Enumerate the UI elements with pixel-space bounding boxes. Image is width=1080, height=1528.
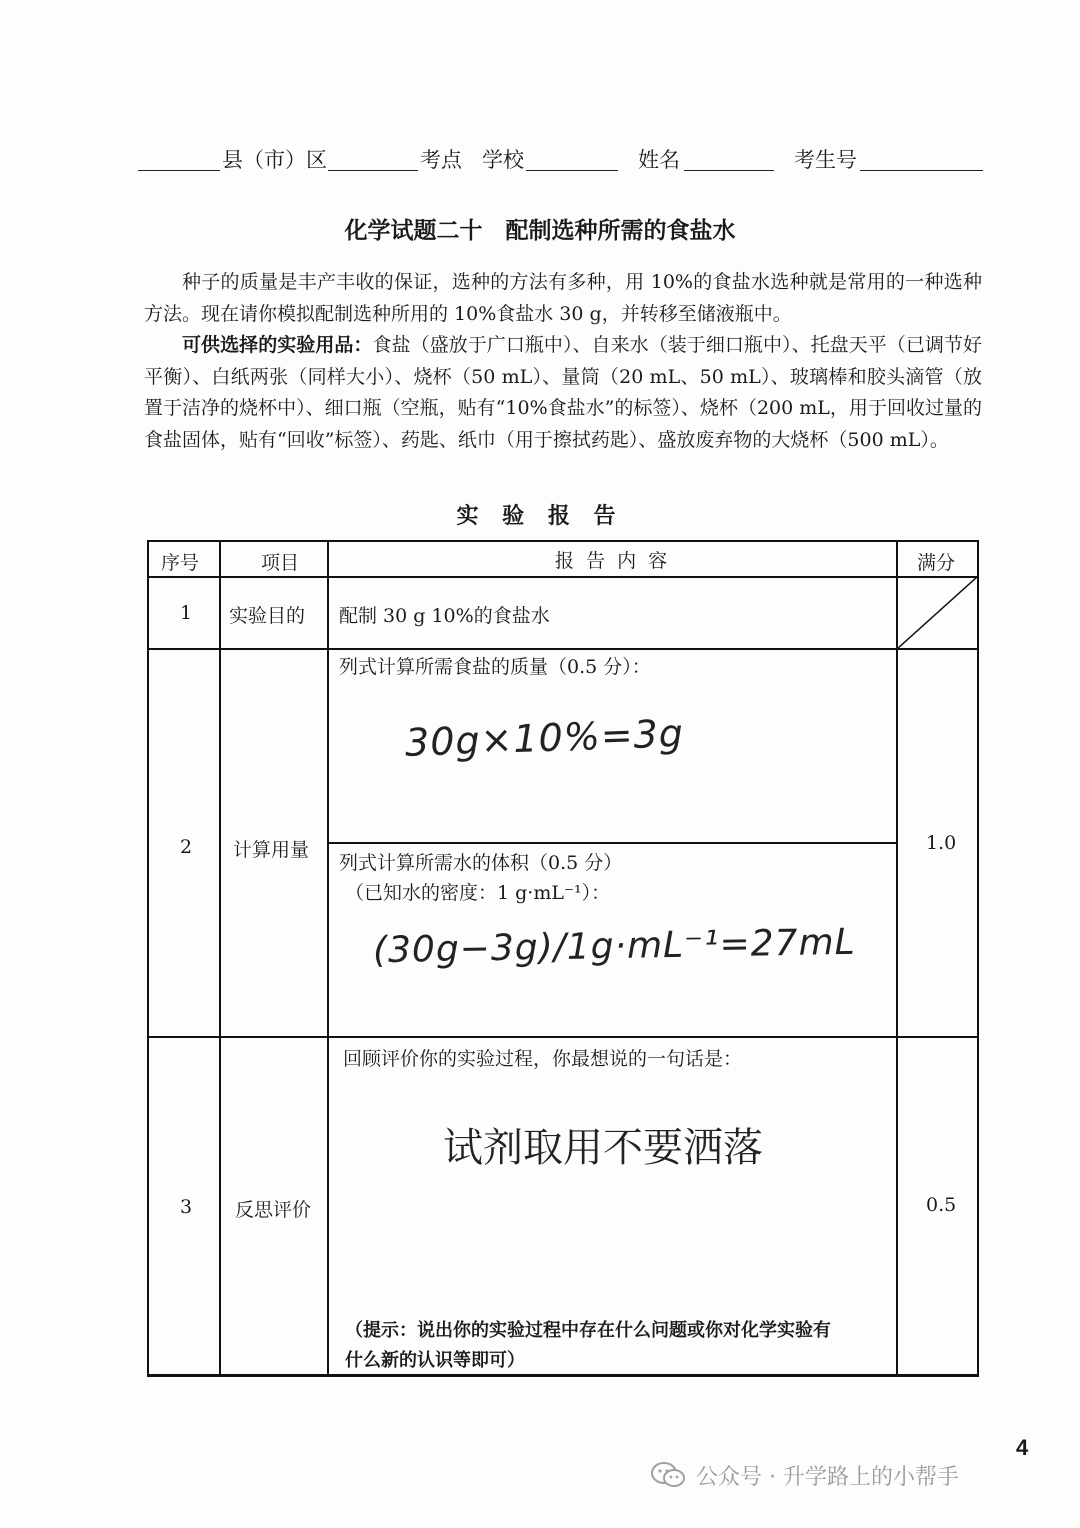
row1-item: 实验目的 — [229, 605, 306, 627]
row2-item: 计算用量 — [233, 839, 310, 861]
exam-no-blank[interactable] — [860, 170, 983, 171]
row3-hint-line2: 什么新的认识等即可） — [345, 1350, 525, 1371]
name-blank[interactable] — [684, 170, 774, 171]
row2-answer-salt[interactable]: 30g×10%=3g — [404, 711, 685, 765]
exam-site-blank[interactable] — [328, 170, 418, 171]
row2-question-water: 列式计算所需水的体积（0.5 分） — [339, 852, 623, 874]
col-divider-3 — [896, 540, 898, 1376]
page-number: 4 — [1016, 1435, 1029, 1460]
report-table — [147, 540, 979, 1376]
col-divider-1 — [219, 540, 221, 1376]
school-blank[interactable] — [526, 170, 618, 171]
row3-answer[interactable]: 试剂取用不要洒落 — [443, 1125, 763, 1171]
table-border-top — [147, 540, 979, 542]
header-score: 满分 — [917, 552, 956, 574]
row-divider-1 — [147, 648, 979, 650]
table-border-bottom — [147, 1374, 979, 1377]
row3-score: 0.5 — [926, 1194, 957, 1216]
materials-label: 可供选择的实验用品： — [182, 334, 373, 356]
intro-text — [144, 267, 982, 456]
county-blank[interactable] — [138, 170, 220, 171]
col-divider-2 — [327, 540, 329, 1376]
header-content: 报 告 内 容 — [555, 550, 671, 572]
table-border-right — [977, 540, 979, 1377]
row2-inner-divider — [328, 842, 897, 844]
candidate-info-line — [138, 140, 983, 176]
county-label: 县（市）区 — [222, 148, 327, 172]
header-no: 序号 — [161, 552, 200, 574]
row2-question-salt: 列式计算所需食盐的质量（0.5 分）： — [339, 656, 651, 678]
exam-no-label: 考生号 — [794, 148, 857, 172]
row3-item: 反思评价 — [235, 1199, 312, 1221]
row-divider-header — [147, 576, 979, 578]
row3-no: 3 — [180, 1196, 193, 1218]
row2-no: 2 — [180, 836, 193, 858]
school-label: 学校 — [482, 148, 524, 172]
row2-answer-water[interactable]: (30g−3g)/1g·mL⁻¹=27mL — [372, 921, 856, 972]
table-border-left — [147, 540, 149, 1377]
watermark — [650, 1455, 959, 1495]
row2-density-note: （已知水的密度：1 g·mL⁻¹）： — [345, 882, 611, 904]
wechat-icon — [650, 1461, 686, 1489]
row3-hint-line1: （提示：说出你的实验过程中存在什么问题或你对化学实验有 — [345, 1320, 831, 1341]
materials-text: 食盐（盛放于广口瓶中）、自来水（装于细口瓶中）、托盘天平（已调节好平衡）、白纸两张（同样大小）、烧杯（50 mL）、量筒（20 mL、50 mL）、玻璃棒和胶头滴管（放置于洁净的烧杯中）、细口瓶（空瓶，贴有“10%食盐水”的标签）、烧杯（200 mL，用于回收过量的食盐固体，贴有“回收”标签）、药匙、纸巾（用于擦拭药匙）、盛放废弃物的大烧杯（500 mL）。 — [144, 334, 982, 451]
diagonal-slash — [897, 577, 977, 649]
intro-paragraph: 种子的质量是丰产丰收的保证，选种的方法有多种，用 10%的食盐水选种就是常用的一种选种方法。现在请你模拟配制选种所用的 10%食盐水 30 g，并转移至储液瓶中。 — [144, 271, 982, 325]
row2-score: 1.0 — [926, 832, 957, 854]
page-title: 化学试题二十 配制选种所需的食盐水 — [344, 217, 736, 244]
watermark-text: 公众号 · 升学路上的小帮手 — [696, 1464, 959, 1490]
header-item: 项目 — [261, 552, 300, 574]
row3-question: 回顾评价你的实验过程，你最想说的一句话是： — [343, 1048, 743, 1070]
materials-paragraph — [144, 330, 982, 456]
row1-no: 1 — [180, 602, 193, 624]
report-title: 实 验 报 告 — [456, 503, 624, 529]
exam-site-label: 考点 — [420, 148, 462, 172]
name-label: 姓名 — [638, 148, 680, 172]
row-divider-2 — [147, 1036, 979, 1038]
row1-content: 配制 30 g 10%的食盐水 — [339, 605, 550, 627]
